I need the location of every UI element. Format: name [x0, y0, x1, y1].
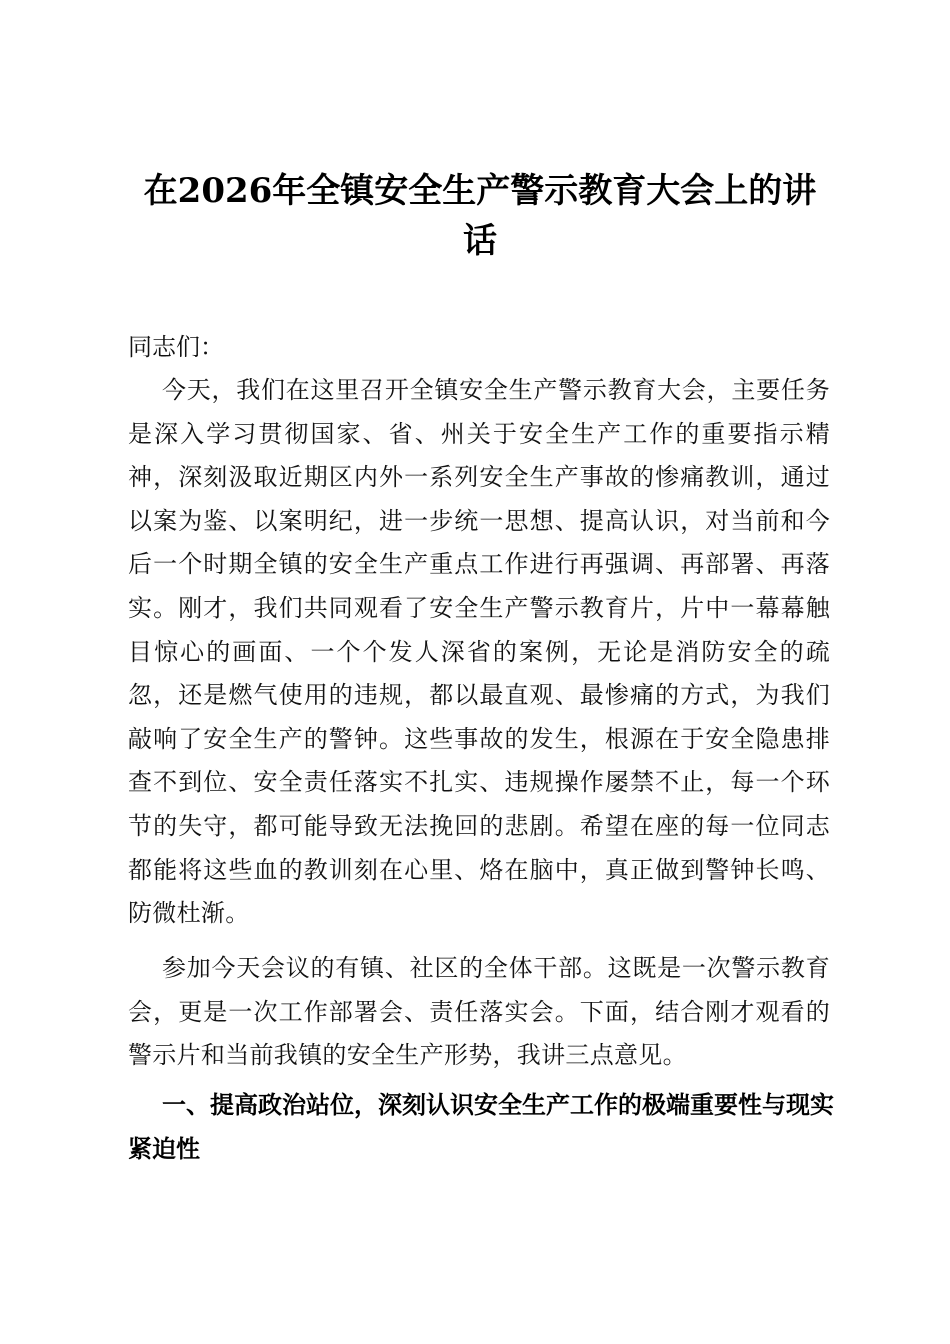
- body-paragraph-1: [128, 369, 830, 936]
- document-title-line-2: 话: [463, 221, 497, 261]
- section-heading: 一、提高政治站位，深刻认识安全生产工作的极端重要性与现实紧迫性: [128, 1091, 834, 1163]
- paragraph-text: 参加今天会议的有镇、社区的全体干部。这既是一次警示教育会，更是一次工作部署会、责任落实会。下面，结合刚才观看的警示片和当前我镇的安全生产形势，我讲三点意见。: [128, 954, 830, 1070]
- document-title-line-1: 在2026年全镇安全生产警示教育大会上的讲: [143, 171, 817, 211]
- paragraph-text: 今天，我们在这里召开全镇安全生产警示教育大会，主要任务是深入学习贯彻国家、省、州关于安全生产工作的重要指示精神，深刻汲取近期区内外一系列安全生产事故的惨痛教训，通过以案为鉴、以案明纪，进一步统一思想、提高认识，对当前和今后一个时期全镇的安全生产重点工作进行再强调、再部署、再落实。刚才，我们共同观看了安全生产警示教育片，片中一幕幕触目惊心的画面、一个个发人深省的案例，无论是消防安全的疏忽，还是燃气使用的违规，都以最直观、最惨痛的方式，为我们敲响了安全生产的警钟。这些事故的发生，根源在于安全隐患排查不到位、安全责任落实不扎实、违规操作屡禁不止，每一个环节的失守，都可能导致无法挽回的悲剧。希望在座的每一位同志都能将这些血的教训刻在心里、烙在脑中，真正做到警钟长鸣、防微杜渐。: [128, 376, 830, 928]
- body-paragraph-2: [128, 947, 830, 1078]
- salutation: 同志们：: [128, 333, 224, 361]
